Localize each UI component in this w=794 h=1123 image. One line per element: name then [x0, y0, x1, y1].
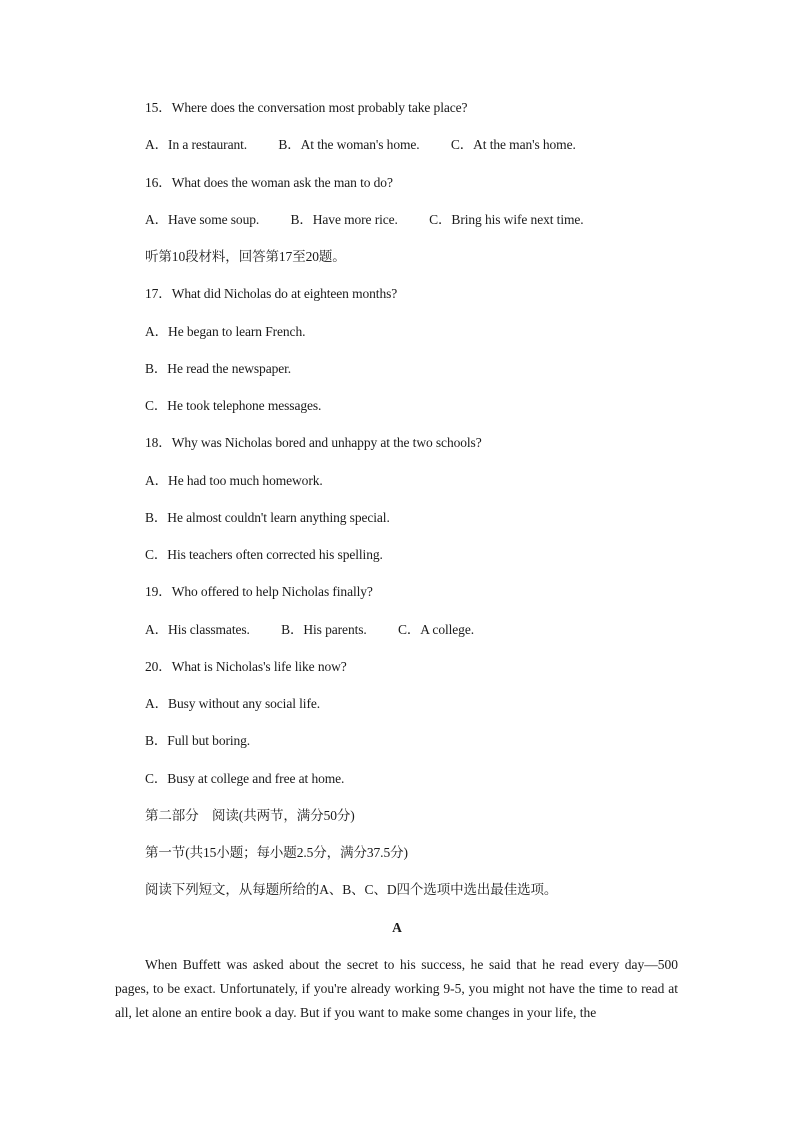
question-17: 17．What did Nicholas do at eighteen months?: [145, 286, 398, 301]
question-18-option-c: C．His teachers often corrected his spelling.: [145, 547, 383, 562]
question-15-options: [145, 136, 576, 154]
option-b: B．At the woman's home.: [278, 137, 420, 152]
option-a: A．Have some soup.: [145, 212, 260, 227]
part-2-heading: 第二部分 阅读(共两节，满分50分): [145, 808, 355, 823]
option-c: C．Bring his wife next time.: [429, 212, 584, 227]
option-a: A．In a restaurant.: [145, 137, 248, 152]
question-20-option-b: B．Full but boring.: [145, 733, 251, 748]
question-17-option-b: B．He read the newspaper.: [145, 361, 292, 376]
passage-text: When Buffett was asked about the secret to his success, he said that he read every day—500 pages, to be exact. Unfortunately, if you're already working 9-5, you might not have the time to read at all, let alone an entire book a day. But if you want to make some changes in your life, the: [115, 957, 678, 1020]
question-20-option-c: C．Busy at college and free at home.: [145, 771, 345, 786]
option-c: C．At the man's home.: [450, 137, 576, 152]
reading-instruction: 阅读下列短文，从每题所给的A、B、C、D四个选项中选出最佳选项。: [145, 882, 558, 897]
question-16-options: [145, 211, 584, 229]
question-17-option-a: A．He began to learn French.: [145, 324, 306, 339]
question-19-options: [145, 621, 474, 639]
option-a: A．His classmates.: [145, 622, 250, 637]
question-18: 18．Why was Nicholas bored and unhappy at the two schools?: [145, 435, 482, 450]
option-b: B．His parents.: [281, 622, 367, 637]
question-19: 19．Who offered to help Nicholas finally?: [145, 584, 373, 599]
question-15: 15．Where does the conversation most probably take place?: [145, 100, 468, 115]
question-18-option-a: A．He had too much homework.: [145, 473, 323, 488]
section-10-instruction: 听第10段材料，回答第17至20题。: [145, 249, 346, 264]
question-17-option-c: C．He took telephone messages.: [145, 398, 322, 413]
option-c: C．A college.: [397, 622, 474, 637]
section-1-heading: 第一节(共15小题；每小题2.5分，满分37.5分): [145, 845, 408, 860]
question-20-option-a: A．Busy without any social life.: [145, 696, 321, 711]
question-18-option-b: B．He almost couldn't learn anything special.: [145, 510, 390, 525]
option-b: B．Have more rice.: [290, 212, 398, 227]
question-16: 16．What does the woman ask the man to do?: [145, 175, 393, 190]
passage-label: A: [392, 920, 402, 935]
question-20: 20．What is Nicholas's life like now?: [145, 659, 347, 674]
